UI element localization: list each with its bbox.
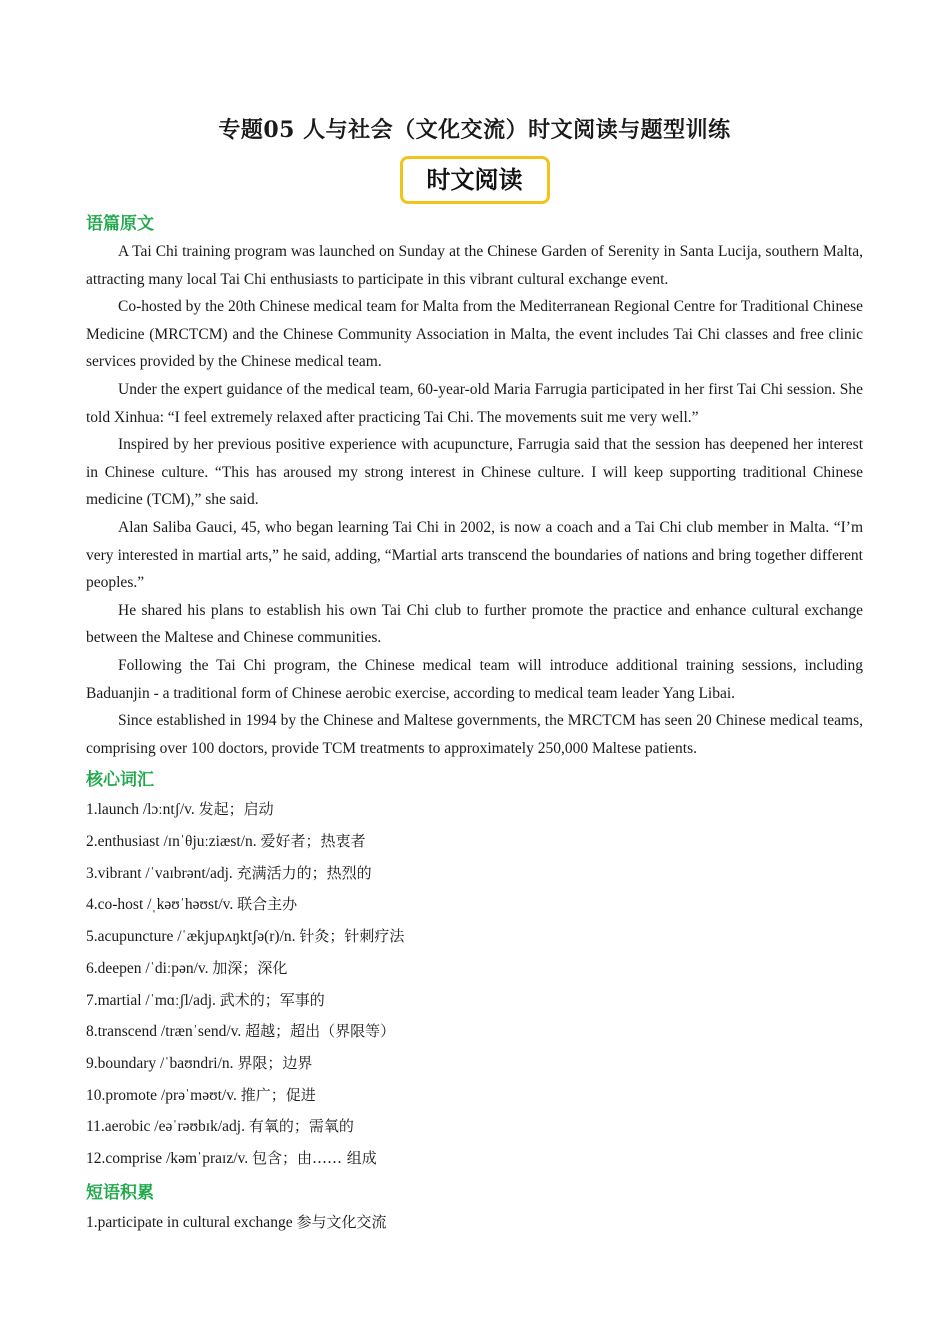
vocab-word: 11.aerobic /eəˈrəʊbɪk/adj. (86, 1118, 245, 1136)
paragraph: He shared his plans to establish his own Tai Chi club to further promote the practice and enhance cultural exchange between the Maltese and Chinese communities. (86, 601, 863, 647)
vocab-word: 5.acupuncture /ˈækjupʌŋktʃə(r)/n. (86, 928, 296, 946)
vocab-item (86, 1080, 863, 1112)
vocab-meaning: 有氧的；需氧的 (248, 1117, 354, 1136)
vocab-meaning: 加深；深化 (212, 958, 288, 977)
vocab-item (86, 826, 863, 858)
badge-container (86, 156, 863, 206)
vocab-word: 1.launch /lɔːntʃ/v. (86, 801, 195, 819)
vocab-item (86, 953, 863, 985)
vocab-meaning: 联合主办 (237, 895, 298, 914)
vocab-item (86, 1016, 863, 1048)
vocab-meaning: 武术的；军事的 (219, 990, 325, 1009)
vocab-word: 8.transcend /trænˈsend/v. (86, 1023, 242, 1041)
paragraph: Inspired by her previous positive experience with acupuncture, Farrugia said that the session has deepened her interest in Chinese culture. “This has aroused my strong interest in Chinese culture. I will keep supporting traditional Chinese medicine (TCM),” she said. (86, 436, 863, 509)
paragraph: Under the expert guidance of the medical team, 60-year-old Maria Farrugia participated in her first Tai Chi session. She told Xinhua: “I feel extremely relaxed after practicing Tai Chi. The movements suit me very well.” (86, 380, 863, 426)
vocab-meaning: 包含；由…… 组成 (252, 1149, 377, 1168)
phrases-section (86, 1179, 863, 1238)
vocab-meaning: 爱好者；热衷者 (260, 831, 366, 850)
section-badge: 时文阅读 (400, 156, 550, 204)
paragraph: Co-hosted by the 20th Chinese medical team for Malta from the Mediterranean Regional Centre for Traditional Chinese Medicine (MRCTCM) and the Chinese Community Association in Malta, the event includes Tai Chi classes and free clinic services provided by the Chinese medical team. (86, 298, 863, 371)
vocab-meaning: 发起；启动 (198, 800, 274, 819)
paragraph: A Tai Chi training program was launched on Sunday at the Chinese Garden of Serenity in Santa Lucija, southern Malta, attracting many local Tai Chi enthusiasts to participate in this vibrant cultural exchange event. (86, 243, 863, 288)
vocab-item (86, 889, 863, 921)
vocab-word: 9.boundary /ˈbaʊndri/n. (86, 1054, 234, 1072)
vocab-item (86, 921, 863, 953)
vocab-item (86, 1048, 863, 1080)
vocab-item (86, 858, 863, 890)
vocab-word: 10.promote /prəˈməʊt/v. (86, 1086, 237, 1104)
vocab-word: 4.co-host /ˌkəʊˈhəʊst/v. (86, 896, 234, 914)
vocab-meaning: 界限；边界 (237, 1053, 313, 1072)
vocab-meaning: 针灸；针刺疗法 (299, 927, 405, 946)
vocab-word: 12.comprise /kəmˈpraɪz/v. (86, 1150, 249, 1168)
original-text-heading: 语篇原文 (86, 214, 154, 234)
vocab-meaning: 超越；超出（界限等） (245, 1022, 396, 1041)
phrases-heading: 短语积累 (86, 1182, 154, 1203)
vocab-item (86, 794, 863, 826)
vocabulary-section (86, 766, 863, 1174)
phrase-meaning: 参与文化交流 (296, 1212, 387, 1231)
phrase-item (86, 1207, 863, 1238)
paragraph: Following the Tai Chi program, the Chinese medical team will introduce additional training sessions, including Baduanjin - a traditional form of Chinese aerobic exercise, according to medical team leader Yang Libai. (86, 656, 863, 702)
vocab-item (86, 1111, 863, 1143)
vocab-meaning: 充满活力的；热烈的 (236, 863, 372, 882)
paragraph: Alan Saliba Gauci, 45, who began learning Tai Chi in 2002, is now a coach and a Tai Chi club member in Malta. “I’m very interested in martial arts,” he said, adding, “Martial arts transcend the boundaries of nations and bring together different peoples.” (86, 518, 863, 592)
vocab-word: 3.vibrant /ˈvaɪbrənt/adj. (86, 864, 233, 882)
vocab-item (86, 985, 863, 1017)
original-text-section (86, 210, 863, 762)
document-title: 专题05 人与社会（文化交流）时文阅读与题型训练 (218, 117, 731, 143)
vocab-item (86, 1143, 863, 1175)
vocabulary-heading: 核心词汇 (86, 770, 154, 791)
vocab-word: 6.deepen /ˈdiːpən/v. (86, 959, 209, 977)
vocab-meaning: 推广；促进 (240, 1085, 316, 1104)
vocab-word: 7.martial /ˈmɑːʃl/adj. (86, 991, 216, 1009)
phrase-text: 1.participate in cultural exchange (86, 1213, 293, 1231)
vocab-word: 2.enthusiast /ɪnˈθjuːziæst/n. (86, 832, 257, 850)
document-page (86, 110, 863, 1238)
paragraph: Since established in 1994 by the Chinese and Maltese governments, the MRCTCM has seen 20 Chinese medical teams, comprising over 100 doctors, provide TCM treatments to approximately 250,000 Maltese patients. (86, 712, 863, 757)
